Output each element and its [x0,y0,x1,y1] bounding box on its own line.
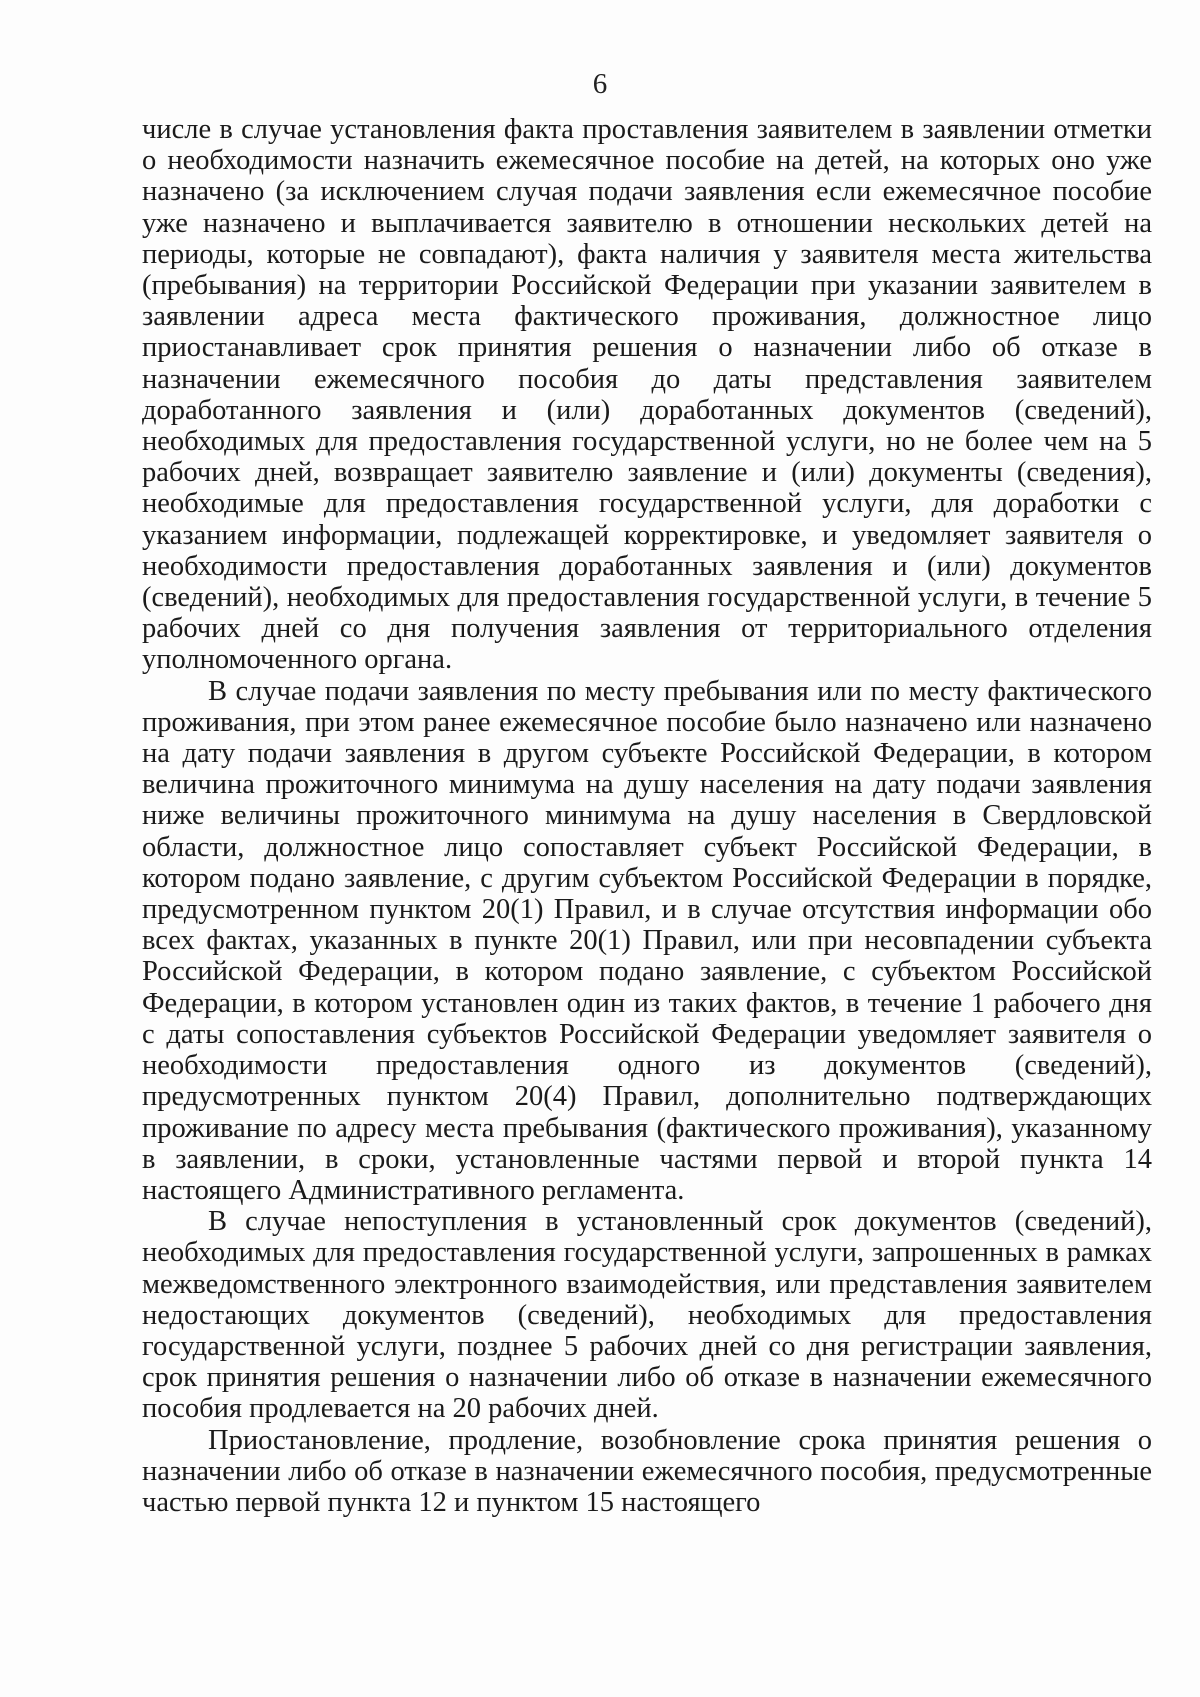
paragraph-place-of-stay: В случае подачи заявления по месту пребывания или по месту фактического проживания, при этом ранее ежемесячное пособие было назначено или назначено на дату подачи заявления в другом субъекте Российской Федерации, в котором величина прожиточного минимума на душу населения на дату подачи заявления ниже величины прожиточного минимума на душу населения в Свердловской области, должностное лицо сопоставляет субъект Российской Федерации, в котором подано заявление, с другим субъектом Российской Федерации в порядке, предусмотренном пунктом 20(1) Правил, и в случае отсутствия информации обо всех фактах, указанных в пункте 20(1) Правил, или при несовпадении субъекта Российской Федерации, в котором подано заявление, с субъектом Российской Федерации, в котором установлен один из таких фактов, в течение 1 рабочего дня с даты сопоставления субъектов Российской Федерации уведомляет заявителя о необходимости предоставления одного из документов (сведений), предусмотренных пунктом 20(4) Правил, дополнительно подтверждающих проживание по адресу места пребывания (фактического проживания), указанному в заявлении, в сроки, установленные частями первой и второй пункта 14 настоящего Административного регламента. [142,675,1152,1206]
page-number: 6 [592,68,608,100]
paragraph-suspension: Приостановление, продление, возобновление срока принятия решения о назначении либо об отказе в назначении ежемесячного пособия, предусмотренные частью первой пункта 12 и пунктом 15 настоящего [142,1424,1152,1518]
document-body [142,114,1152,1518]
paragraph-continuation: числе в случае установления факта проставления заявителем в заявлении отметки о необходимости назначить ежемесячное пособие на детей, на которых оно уже назначено (за исключением случая подачи заявления если ежемесячное пособие уже назначено и выплачивается заявителю в отношении нескольких детей на периоды, которые не совпадают), факта наличия у заявителя места жительства (пребывания) на территории Российской Федерации при указании заявителем в заявлении адреса места фактического проживания, должностное лицо приостанавливает срок принятия решения о назначении либо об отказе в назначении ежемесячного пособия до даты представления заявителем доработанного заявления и (или) доработанных документов (сведений), необходимых для предоставления государственной услуги, но не более чем на 5 рабочих дней, возвращает заявителю заявление и (или) документы (сведения), необходимые для предоставления государственной услуги, для доработки с указанием информации, подлежащей корректировке, и уведомляет заявителя о необходимости предоставления доработанных заявления и (или) документов (сведений), необходимых для предоставления государственной услуги, в течение 5 рабочих дней со дня получения заявления от территориального отделения уполномоченного органа. [142,114,1152,676]
paragraph-non-receipt: В случае непоступления в установленный срок документов (сведений), необходимых для предоставления государственной услуги, запрошенных в рамках межведомственного электронного взаимодействия, или представления заявителем недостающих документов (сведений), необходимых для предоставления государственной услуги, позднее 5 рабочих дней со дня регистрации заявления, срок принятия решения о назначении либо об отказе в назначении ежемесячного пособия продлевается на 20 рабочих дней. [142,1206,1152,1425]
